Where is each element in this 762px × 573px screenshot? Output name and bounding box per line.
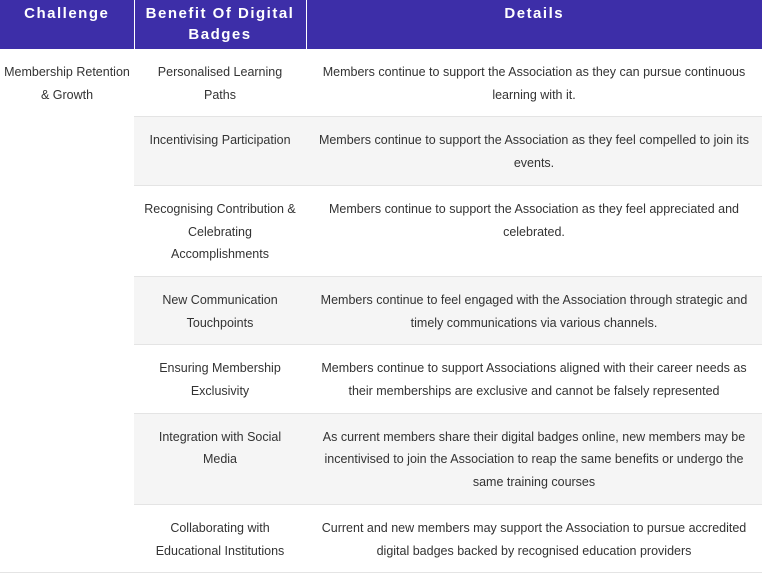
benefit-cell: New Communication Touchpoints — [134, 276, 306, 344]
details-cell: Members continue to support Associations aligned with their career needs as their memberships are exclusive and cannot be falsely represented — [306, 345, 762, 413]
details-cell: Members continue to support the Association as they feel compelled to join its events. — [306, 117, 762, 185]
details-cell: Current and new members may support the Association to pursue accredited digital badges backed by recognised education providers — [306, 504, 762, 572]
details-cell: Members continue to feel engaged with the Association through strategic and timely communications via various channels. — [306, 276, 762, 344]
benefit-cell: Personalised Learning Paths — [134, 49, 306, 117]
table-body — [0, 49, 762, 573]
benefit-cell: Ensuring Membership Exclusivity — [134, 345, 306, 413]
details-cell: Members continue to support the Association as they can pursue continuous learning with it. — [306, 49, 762, 117]
table-row — [0, 49, 762, 117]
header-details: Details — [306, 0, 762, 49]
details-cell: As current members share their digital badges online, new members may be incentivised to join the Association to reap the same benefits or undergo the same training courses — [306, 413, 762, 504]
benefit-cell: Integration with Social Media — [134, 413, 306, 504]
header-challenge: Challenge — [0, 0, 134, 49]
benefit-cell: Incentivising Participation — [134, 117, 306, 185]
header-row — [0, 0, 762, 49]
challenge-cell: Membership Retention & Growth — [0, 49, 134, 573]
details-cell: Members continue to support the Association as they feel appreciated and celebrated. — [306, 185, 762, 276]
table-header — [0, 0, 762, 49]
benefit-cell: Recognising Contribution & Celebrating Accomplishments — [134, 185, 306, 276]
benefit-cell: Collaborating with Educational Institutions — [134, 504, 306, 572]
header-benefit: Benefit Of Digital Badges — [134, 0, 306, 49]
